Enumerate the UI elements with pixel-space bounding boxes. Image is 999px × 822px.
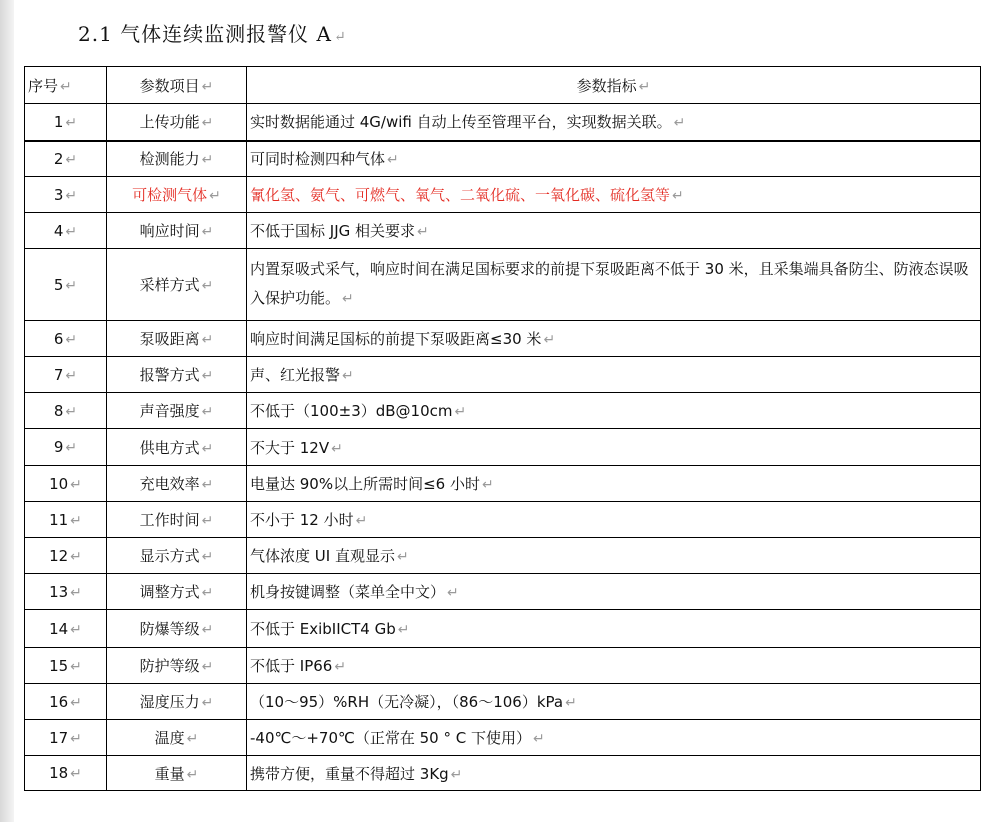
paragraph-mark-icon: ↵ xyxy=(201,695,214,711)
paragraph-mark-icon: ↵ xyxy=(209,188,221,204)
cell-item-text: 供电方式 xyxy=(139,438,200,457)
table-row xyxy=(25,756,981,791)
section-title xyxy=(78,18,347,47)
paragraph-mark-icon: ↵ xyxy=(70,730,82,747)
cell-item xyxy=(107,648,247,684)
cell-spec-text: 内置泵吸式采气，响应时间在满足国标要求的前提下泵吸距离不低于 30 米，且采集端具备防尘、防液态误吸入保护功能。 xyxy=(250,260,969,307)
cell-no xyxy=(25,538,107,574)
cell-spec-text: 电量达 90%以上所需时间≤6 小时 xyxy=(250,475,480,493)
cell-item-text: 采样方式 xyxy=(139,276,200,294)
cell-spec xyxy=(247,502,981,538)
cell-spec xyxy=(247,249,981,321)
cell-spec-text: 氰化氢、氨气、可燃气、氧气、二氧化硫、一氧化碳、硫化氢等 xyxy=(250,186,671,204)
table-row xyxy=(25,502,981,538)
paragraph-mark-icon: ↵ xyxy=(65,440,78,456)
cell-no-text: 16 xyxy=(49,692,69,711)
cell-no xyxy=(25,720,107,756)
paragraph-mark-icon: ↵ xyxy=(565,695,577,711)
paragraph-mark-icon: ↵ xyxy=(70,512,82,529)
cell-spec xyxy=(247,357,981,393)
paragraph-mark-icon: ↵ xyxy=(186,731,199,747)
table-row xyxy=(25,141,981,177)
cell-item-text: 温度 xyxy=(154,729,185,747)
cell-spec-text: 不低于 ExibIICT4 Gb xyxy=(250,620,396,638)
cell-item xyxy=(107,756,247,791)
table-row xyxy=(25,321,981,357)
cell-item xyxy=(107,321,247,357)
cell-no-text: 4 xyxy=(53,221,64,240)
cell-spec-text: 不低于（100±3）dB@10cm xyxy=(250,402,453,420)
paragraph-mark-icon: ↵ xyxy=(65,367,78,384)
cell-item-text: 防爆等级 xyxy=(139,620,200,638)
cell-item-text: 报警方式 xyxy=(139,366,200,384)
cell-no-text: 17 xyxy=(49,728,69,747)
cell-no-text: 11 xyxy=(49,510,69,529)
cell-no xyxy=(25,429,107,466)
table-row xyxy=(25,466,981,502)
table-row xyxy=(25,357,981,393)
cell-spec xyxy=(247,466,981,502)
cell-item xyxy=(107,574,247,610)
cell-spec-text: 不小于 12 小时 xyxy=(250,511,354,529)
table-row xyxy=(25,104,981,141)
cell-item xyxy=(107,249,247,321)
cell-spec-text: 实时数据能通过 4G/wifi 自动上传至管理平台，实现数据关联。 xyxy=(250,113,672,132)
paragraph-mark-icon: ↵ xyxy=(65,223,78,240)
paragraph-mark-icon: ↵ xyxy=(397,622,410,638)
paragraph-mark-icon: ↵ xyxy=(201,404,214,420)
cell-spec xyxy=(247,756,981,791)
paragraph-mark-icon: ↵ xyxy=(70,548,82,565)
paragraph-mark-icon: ↵ xyxy=(342,368,354,384)
header-cell-item: 参数项目 ↵ xyxy=(107,67,247,104)
paragraph-mark-icon: ↵ xyxy=(70,766,82,782)
paragraph-mark-icon: ↵ xyxy=(65,331,78,348)
cell-spec xyxy=(247,610,981,648)
paragraph-mark-icon: ↵ xyxy=(355,513,368,529)
cell-no xyxy=(25,684,107,720)
cell-no xyxy=(25,357,107,393)
cell-spec-text: -40℃～+70℃（正常在 50 ° C 下使用） xyxy=(250,729,531,747)
paragraph-mark-icon: ↵ xyxy=(65,187,78,204)
paragraph-mark-icon: ↵ xyxy=(201,152,214,169)
table-row xyxy=(25,574,981,610)
cell-no xyxy=(25,610,107,648)
cell-item xyxy=(107,538,247,574)
table-row xyxy=(25,177,981,213)
cell-item xyxy=(107,429,247,466)
table-row xyxy=(25,610,981,648)
cell-item-text: 声音强度 xyxy=(139,402,200,420)
paragraph-mark-icon: ↵ xyxy=(70,694,82,711)
spec-table xyxy=(24,66,981,791)
cell-no xyxy=(25,213,107,249)
cell-item-text: 充电效率 xyxy=(139,475,200,493)
table-row xyxy=(25,684,981,720)
cell-no-text: 6 xyxy=(53,329,64,348)
paragraph-mark-icon: ↵ xyxy=(342,291,354,307)
cell-spec-text: （10～95）%RH（无冷凝），（86～106）kPa xyxy=(250,693,564,711)
table-row xyxy=(25,429,981,466)
cell-spec-text: 不低于国标 JJG 相关要求 xyxy=(250,222,416,240)
paragraph-mark-icon: ↵ xyxy=(186,766,199,783)
cell-spec-text: 响应时间满足国标的前提下泵吸距离≤30 米 xyxy=(250,330,542,348)
cell-spec xyxy=(247,648,981,684)
cell-item-text: 上传功能 xyxy=(139,113,200,132)
cell-item-text: 响应时间 xyxy=(139,222,200,240)
paragraph-mark-icon: ↵ xyxy=(70,584,82,601)
paragraph-mark-icon: ↵ xyxy=(201,368,214,384)
cell-item-text: 重量 xyxy=(154,764,185,783)
table-header-row xyxy=(25,67,981,104)
cell-item-text: 检测能力 xyxy=(139,150,200,169)
cell-no xyxy=(25,177,107,213)
paragraph-mark-icon: ↵ xyxy=(201,659,214,675)
cell-no-text: 5 xyxy=(53,275,64,294)
cell-item xyxy=(107,213,247,249)
paragraph-mark-icon: ↵ xyxy=(201,549,214,565)
cell-item xyxy=(107,720,247,756)
paragraph-mark-icon: ↵ xyxy=(65,151,78,168)
cell-spec-text: 机身按键调整（菜单全中文） xyxy=(250,583,446,601)
cell-spec-text: 声、红光报警 xyxy=(250,366,341,384)
cell-no xyxy=(25,104,107,141)
paragraph-mark-icon: ↵ xyxy=(532,731,545,747)
header-cell-no: 序号 ↵ xyxy=(25,67,107,104)
paragraph-mark-icon: ↵ xyxy=(334,659,347,675)
cell-no xyxy=(25,502,107,538)
cell-spec xyxy=(247,574,981,610)
paragraph-mark-icon: ↵ xyxy=(454,404,467,420)
section-title-text: 2.1 气体连续监测报警仪 A xyxy=(78,22,332,46)
cell-no-text: 3 xyxy=(53,185,64,204)
paragraph-mark-icon: ↵ xyxy=(673,115,686,132)
cell-spec xyxy=(247,684,981,720)
paragraph-mark-icon: ↵ xyxy=(201,115,214,132)
cell-item-text: 调整方式 xyxy=(139,583,200,601)
cell-spec-text: 不低于 IP66 xyxy=(250,657,333,675)
table-row xyxy=(25,538,981,574)
cell-no-text: 13 xyxy=(49,582,69,601)
paragraph-mark-icon: ↵ xyxy=(201,513,214,529)
cell-item-text: 湿度压力 xyxy=(139,693,200,711)
table-row xyxy=(25,648,981,684)
paragraph-mark-icon: ↵ xyxy=(70,658,82,675)
cell-item xyxy=(107,104,247,141)
cell-no-text: 14 xyxy=(49,619,69,638)
cell-no-text: 18 xyxy=(49,764,69,782)
cell-no xyxy=(25,466,107,502)
cell-no xyxy=(25,249,107,321)
cell-spec xyxy=(247,177,981,213)
paragraph-mark-icon: ↵ xyxy=(201,477,214,493)
header-cell-spec: 参数指标 ↵ xyxy=(247,67,981,104)
cell-no-text: 2 xyxy=(53,149,64,168)
cell-spec xyxy=(247,720,981,756)
cell-spec-text: 可同时检测四种气体 xyxy=(250,150,386,169)
cell-item-text: 防护等级 xyxy=(139,657,200,675)
cell-no xyxy=(25,141,107,177)
table-row xyxy=(25,393,981,429)
paragraph-mark-icon: ↵ xyxy=(387,152,399,169)
cell-spec-text: 不大于 12V xyxy=(250,438,330,457)
paragraph-mark-icon: ↵ xyxy=(201,440,214,457)
paragraph-mark-icon: ↵ xyxy=(70,476,82,493)
paragraph-mark-icon: ↵ xyxy=(65,403,78,420)
cell-item xyxy=(107,357,247,393)
cell-no xyxy=(25,321,107,357)
paragraph-mark-icon: ↵ xyxy=(65,277,78,294)
cell-spec xyxy=(247,141,981,177)
cell-no-text: 10 xyxy=(49,474,69,493)
table-row xyxy=(25,213,981,249)
cell-item xyxy=(107,141,247,177)
cell-item-text: 工作时间 xyxy=(139,511,200,529)
cell-item xyxy=(107,393,247,429)
paragraph-mark-icon: ↵ xyxy=(333,29,347,45)
paragraph-mark-icon: ↵ xyxy=(201,585,214,601)
paragraph-mark-icon: ↵ xyxy=(331,440,343,457)
cell-spec xyxy=(247,429,981,466)
cell-item xyxy=(107,466,247,502)
paragraph-mark-icon: ↵ xyxy=(543,332,556,348)
cell-no-text: 9 xyxy=(53,438,64,456)
cell-spec xyxy=(247,213,981,249)
cell-no-text: 7 xyxy=(53,365,64,384)
paragraph-mark-icon: ↵ xyxy=(65,114,78,131)
cell-spec xyxy=(247,538,981,574)
paragraph-mark-icon: ↵ xyxy=(201,622,214,638)
cell-no-text: 8 xyxy=(53,401,64,420)
cell-item xyxy=(107,502,247,538)
paragraph-mark-icon: ↵ xyxy=(396,549,409,565)
cell-spec xyxy=(247,321,981,357)
paragraph-mark-icon: ↵ xyxy=(447,585,459,601)
paragraph-mark-icon: ↵ xyxy=(482,477,494,493)
table-row xyxy=(25,249,981,321)
table-row xyxy=(25,720,981,756)
paragraph-mark-icon: ↵ xyxy=(201,278,214,294)
paragraph-mark-icon: ↵ xyxy=(417,224,429,240)
page-left-shadow xyxy=(0,0,14,822)
cell-item-text: 泵吸距离 xyxy=(139,330,200,348)
paragraph-mark-icon: ↵ xyxy=(672,188,684,204)
paragraph-mark-icon: ↵ xyxy=(450,766,463,783)
cell-spec-text: 携带方便，重量不得超过 3Kg xyxy=(250,764,449,783)
paragraph-mark-icon: ↵ xyxy=(70,621,82,638)
cell-no xyxy=(25,756,107,791)
cell-no-text: 15 xyxy=(49,656,69,675)
cell-no xyxy=(25,393,107,429)
cell-item-text: 显示方式 xyxy=(139,547,200,565)
cell-no xyxy=(25,574,107,610)
cell-spec xyxy=(247,393,981,429)
paragraph-mark-icon: ↵ xyxy=(201,224,214,240)
cell-item xyxy=(107,177,247,213)
cell-item xyxy=(107,610,247,648)
cell-item-text: 可检测气体 xyxy=(132,186,208,204)
cell-no-text: 12 xyxy=(49,546,69,565)
cell-spec-text: 气体浓度 UI 直观显示 xyxy=(250,547,395,565)
cell-no-text: 1 xyxy=(53,112,64,131)
cell-no xyxy=(25,648,107,684)
cell-spec xyxy=(247,104,981,141)
paragraph-mark-icon: ↵ xyxy=(201,332,214,348)
cell-item xyxy=(107,684,247,720)
